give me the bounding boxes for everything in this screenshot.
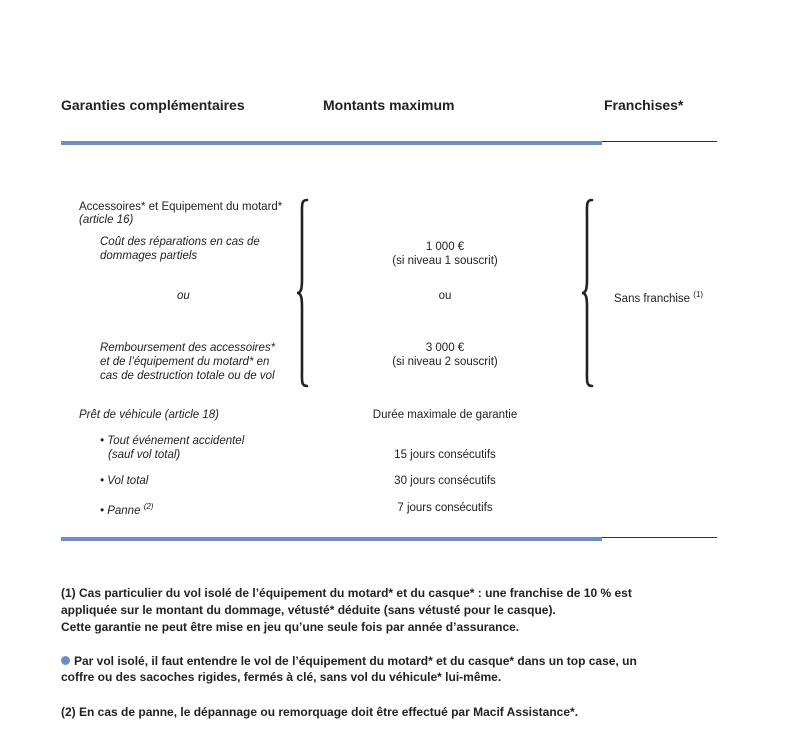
bullet-note-text: Par vol isolé, il faut entendre le vol de l’équipement du motard* et du casque* dans un top case, un bbox=[74, 654, 637, 668]
option2-line2: et de l’équipement du motard* en bbox=[100, 356, 270, 368]
pret-item-accident-value: 15 jours consécutifs bbox=[394, 449, 496, 461]
footer-rule-black bbox=[602, 537, 717, 538]
header-rule-black bbox=[602, 141, 717, 142]
accessoires-title: Accessoires* et Equipement du motard* bbox=[79, 201, 283, 213]
amount1-condition: (si niveau 1 souscrit) bbox=[392, 255, 498, 267]
note1-line2: appliquée sur le montant du dommage, vétusté* déduite (sans vétusté pour le casque). bbox=[61, 603, 556, 617]
pret-item-panne-value: 7 jours consécutifs bbox=[397, 502, 493, 514]
franchise-label: Sans franchise bbox=[614, 292, 691, 305]
pret-item-accident-line1: • Tout événement accidentel bbox=[100, 435, 245, 447]
pret-item-panne-note: (2) bbox=[143, 502, 154, 511]
bullet-dot-icon bbox=[61, 656, 70, 665]
amount2-condition: (si niveau 2 souscrit) bbox=[392, 356, 498, 368]
header-rule-blue bbox=[61, 141, 602, 145]
right-brace-icon bbox=[580, 197, 596, 389]
header-franchises: Franchises* bbox=[604, 97, 684, 113]
pret-title: Prêt de véhicule (article 18) bbox=[79, 409, 219, 421]
pret-item-vol-label: • Vol total bbox=[100, 475, 149, 487]
left-brace-icon bbox=[295, 197, 311, 389]
header-montants: Montants maximum bbox=[323, 97, 455, 113]
option1-line1: Coût des réparations en cas de bbox=[100, 236, 260, 248]
accessoires-article: (article 16) bbox=[79, 214, 134, 226]
pret-duree-header: Durée maximale de garantie bbox=[372, 409, 518, 421]
note1-line3: Cette garantie ne peut être mise en jeu qu’une seule fois par année d’assurance. bbox=[61, 620, 520, 634]
note2: (2) En cas de panne, le dépannage ou remorquage doit être effectué par Macif Assistance*. bbox=[61, 705, 579, 719]
pret-item-accident-line2: (sauf vol total) bbox=[108, 449, 181, 461]
or-mid: ou bbox=[438, 290, 452, 302]
pret-item-panne bbox=[100, 502, 153, 517]
footer-rule-blue bbox=[61, 537, 602, 541]
bullet-note-line2: coffre ou des sacoches rigides, fermés à clé, sans vol du véhicule* lui-même. bbox=[61, 670, 502, 684]
franchise-note: (1) bbox=[693, 290, 704, 299]
bullet-note-line1 bbox=[61, 654, 637, 668]
note1-line1: (1) Cas particulier du vol isolé de l’équipement du motard* et du casque* : une franchise de 10 % est bbox=[61, 586, 632, 600]
option2-line1: Remboursement des accessoires* bbox=[100, 342, 276, 354]
header-garanties: Garanties complémentaires bbox=[61, 97, 245, 113]
pret-item-vol-value: 30 jours consécutifs bbox=[394, 475, 496, 487]
pret-item-panne-label: • Panne bbox=[100, 504, 141, 517]
amount2-value: 3 000 € bbox=[425, 342, 465, 354]
franchise-value bbox=[614, 290, 703, 305]
amount1-value: 1 000 € bbox=[425, 241, 465, 253]
option2-line3: cas de destruction totale ou de vol bbox=[100, 370, 275, 382]
option1-line2: dommages partiels bbox=[100, 250, 198, 262]
or-left: ou bbox=[177, 290, 190, 302]
